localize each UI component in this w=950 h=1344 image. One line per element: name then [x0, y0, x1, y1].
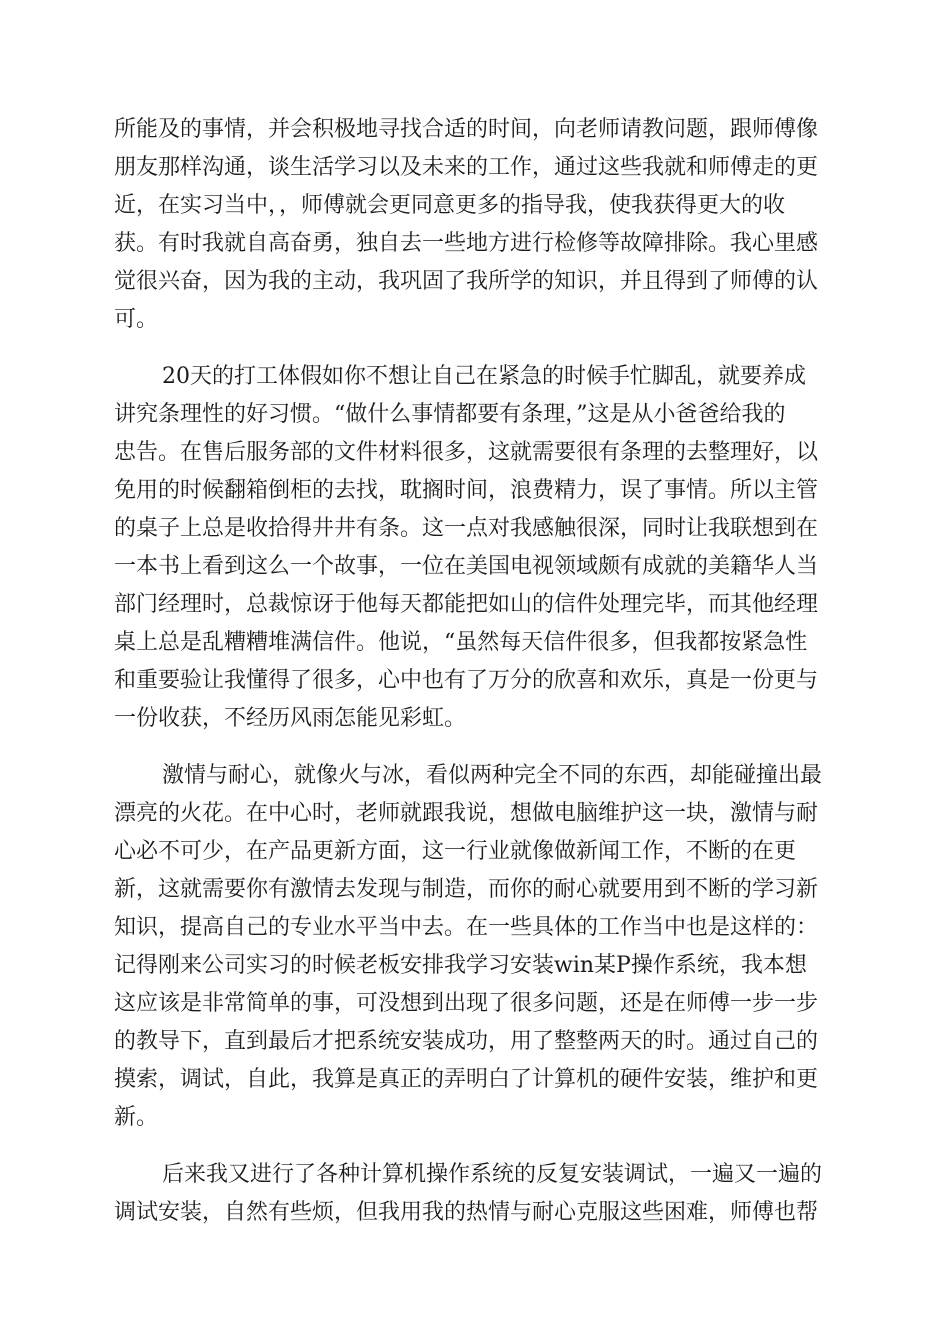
- text-line: 的教导下，直到最后才把系统安装成功，用了整整两天的时。通过自己的: [114, 1029, 819, 1054]
- text-line: 所能及的事情，并会积极地寻找合适的时间，向老师请教问题，跟师傅像: [114, 117, 819, 142]
- text-line: 新，这就需要你有激情去发现与制造，而你的耐心就要用到不断的学习新: [114, 877, 819, 902]
- text-line: 和重要验让我懂得了很多，心中也有了万分的欣喜和欢乐，真是一份更与: [114, 668, 819, 693]
- text-line: 知识，提高自己的专业水平当中去。在一些具体的工作当中也是这样的：: [114, 915, 819, 940]
- text-line: 部门经理时，总裁惊讶于他每天都能把如山的信件处理完毕，而其他经理: [114, 592, 819, 617]
- text-line: 20天的打工体假如你不想让自己在紧急的时候手忙脚乱，就要养成: [162, 364, 806, 389]
- text-line: 忠告。在售后服务部的文件材料很多，这就需要很有条理的去整理好，以: [114, 440, 819, 465]
- text-line: 新。: [114, 1105, 159, 1130]
- text-line: 免用的时候翻箱倒柜的去找，耽搁时间，浪费精力，误了事情。所以主管: [114, 478, 819, 503]
- text-line: 激情与耐心，就像火与冰，看似两种完全不同的东西，却能碰撞出最: [162, 763, 823, 788]
- text-line: 一本书上看到这么一个故事，一位在美国电视领域颇有成就的美籍华人当: [114, 554, 819, 579]
- text-line: 获。有时我就自高奋勇，独自去一些地方进行检修等故障排除。我心里感: [114, 231, 819, 256]
- text-line: 讲究条理性的好习惯。“做什么事情都要有条理，”这是从小爸爸给我的: [114, 402, 786, 427]
- text-line: 可。: [114, 307, 159, 332]
- text-line: 觉很兴奋，因为我的主动，我巩固了我所学的知识，并且得到了师傅的认: [114, 269, 819, 294]
- text-line: 近，在实习当中，，师傅就会更同意更多的指导我，使我获得更大的收: [114, 193, 786, 218]
- text-line: 摸索，调试，自此，我算是真正的弄明白了计算机的硬件安装，维护和更: [114, 1067, 819, 1092]
- text-line: 心必不可少，在产品更新方面，这一行业就像做新闻工作，不断的在更: [114, 839, 797, 864]
- text-line: 桌上总是乱糟糟堆满信件。他说，“虽然每天信件很多，但我都按紧急性: [114, 630, 808, 655]
- text-line: 调试安装，自然有些烦，但我用我的热情与耐心克服这些困难，师傅也帮: [114, 1200, 819, 1225]
- text-line: 后来我又进行了各种计算机操作系统的反复安装调试，一遍又一遍的: [162, 1162, 823, 1187]
- text-line: 漂亮的火花。在中心时，老师就跟我说，想做电脑维护这一块，激情与耐: [114, 801, 819, 826]
- text-line: 记得刚来公司实习的时候老板安排我学习安装win某P操作系统，我本想: [114, 953, 807, 978]
- text-line: 的桌子上总是收拾得井井有条。这一点对我感触很深，同时让我联想到在: [114, 516, 819, 541]
- text-line: 一份收获，不经历风雨怎能见彩虹。: [114, 706, 467, 731]
- text-line: 朋友那样沟通，谈生活学习以及未来的工作，通过这些我就和师傅走的更: [114, 155, 819, 180]
- text-line: 这应该是非常简单的事，可没想到出现了很多问题，还是在师傅一步一步: [114, 991, 819, 1016]
